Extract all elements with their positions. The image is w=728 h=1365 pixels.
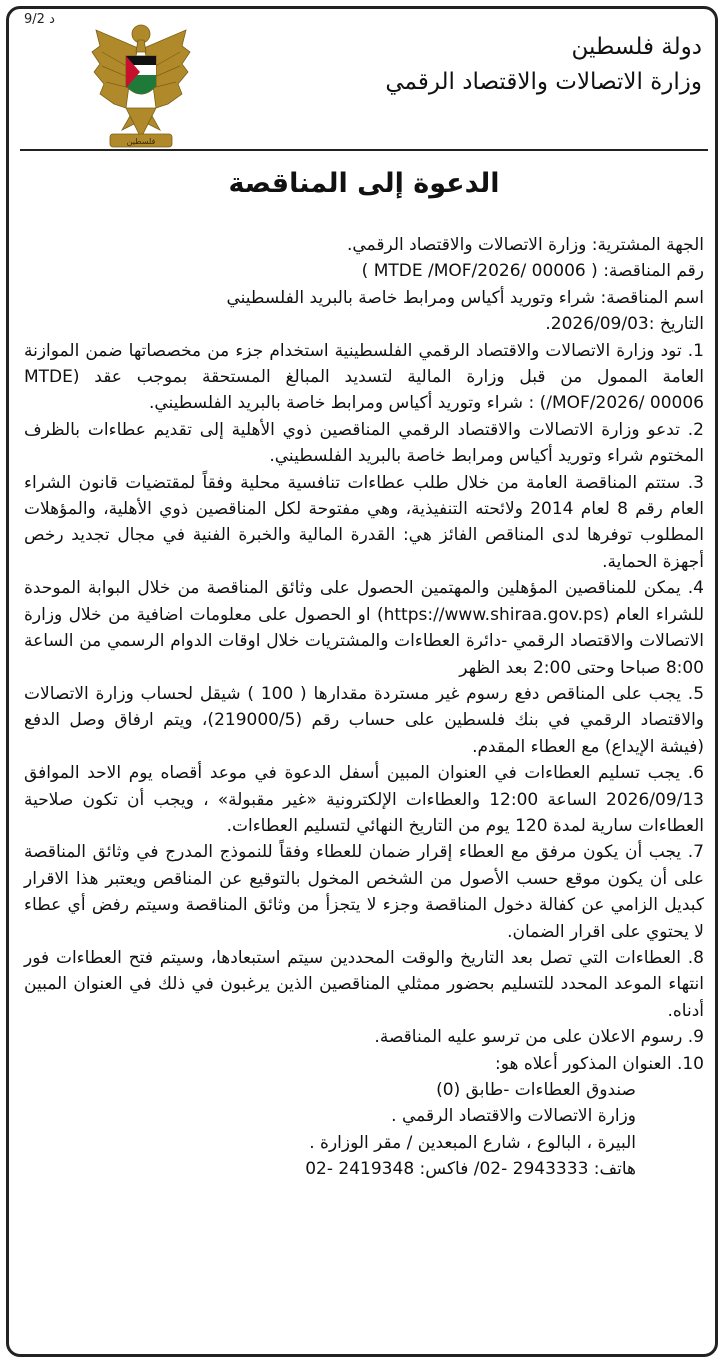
- reference-code: 9/2 د: [24, 12, 55, 27]
- clause-10: 10. العنوان المذكور أعلاه هو:: [494, 1053, 704, 1074]
- purchaser-line: الجهة المشترية: وزارة الاتصالات والاقتصاد الرقمي.: [346, 235, 704, 255]
- state-name: دولة فلسطين: [571, 34, 702, 60]
- clause-3: 3. ستتم المناقصة العامة من خلال طلب عطاءات تنافسية محلية وفقاً لمقتضيات قانون الشراء العام رقم 8 لعام 2014 ولائحته التنفيذية، وهي مفتوحة لكل المناقصين ذوي الأهلية، والمؤهلات المطلوب توفرها لدى المناقص الفائز هي: القدرة المالية والخبرة الفنية في مجال تجديد رخص أجهزة الحماية.: [24, 472, 704, 572]
- address-block: [24, 1077, 636, 1183]
- address-line-3: البيرة ، البالوع ، شارع المبعدين / مقر الوزارة .: [309, 1132, 636, 1153]
- clause-7: 7. يجب أن يكون مرفق مع العطاء إقرار ضمان للعطاء وفقاً للنموذج المدرج في وثائق المناقصة على أن يكون موقع حسب الأصول من الشخص المخول بالتوقيع عن المناقص ويعتبر هذا الاقرار كبديل الزامي عن كفالة دخول المناقصة وجزء لا يتجزأ من وثائق المناقصة وسيتم رفض أي عطاء لا يحتوي على اقرار الضمان.: [24, 842, 704, 942]
- address-line-2: وزارة الاتصالات والاقتصاد الرقمي .: [391, 1106, 636, 1127]
- clause-2: 2. تدعو وزارة الاتصالات والاقتصاد الرقمي المناقصين ذوي الأهلية إلى تقديم عطاءات بالظرف المختوم شراء وتوريد أكياس ومرابط خاصة بالبريد الفلسطيني.: [24, 419, 704, 467]
- contact-line: هاتف: 2943333 -02/ فاكس: 2419348 -02: [305, 1159, 636, 1180]
- address-line-1: صندوق العطاءات -طابق (0): [436, 1080, 636, 1100]
- header-block: [385, 30, 702, 100]
- tender-body: [24, 232, 704, 1183]
- eagle-emblem-icon: [86, 12, 196, 150]
- document-title: الدعوة إلى المناقصة: [228, 168, 500, 199]
- tender-name-line: اسم المناقصة: شراء وتوريد أكياس ومرابط خاصة بالبريد الفلسطيني: [226, 287, 704, 308]
- flag-shield: [126, 56, 156, 94]
- header-divider: [20, 149, 708, 151]
- tender-number-line: رقم المناقصة: ( MTDE /MOF/2026/ 00006 ): [361, 261, 704, 282]
- clause-1: 1. تود وزارة الاتصالات والاقتصاد الرقمي الفلسطينية استخدام جزء من مخصصاتها ضمن الموازنة العامة الممول من قبل وزارة المالية لتسديد المبالغ المستحقة بموجب عقد (MTDE /MOF/2026/ 00006) : شراء وتوريد أكياس ومرابط خاصة بالبريد الفلسطيني.: [24, 340, 704, 414]
- emblem-banner-text: فلسطين: [126, 137, 156, 146]
- clause-4: 4. يمكن للمناقصين المؤهلين والمهتمين الحصول على وثائق المناقصة من خلال البوابة الموحدة للشراء العام (https://www.shiraa.gov.ps) او الحصول على معلومات اضافية من خلال وزارة الاتصالات والاقتصاد الرقمي -دائرة العطاءات والمشتريات خلال اوقات الدوام الرسمي من الساعة 8:00 صباحا وحتى 2:00 بعد الظهر: [24, 578, 704, 678]
- ministry-name: وزارة الاتصالات والاقتصاد الرقمي: [385, 69, 702, 95]
- clause-5: 5. يجب على المناقص دفع رسوم غير مستردة مقدارها ( 100 ) شيقل لحساب وزارة الاتصالات والاقتصاد الرقمي في بنك فلسطين على حساب رقم (219000/5)، ويتم ارفاق وصل الدفع (فيشة الإيداع) مع العطاء المقدم.: [24, 683, 705, 757]
- clause-6: 6. يجب تسليم العطاءات في العنوان المبين أسفل الدعوة في موعد أقصاه يوم الاحد الموافق 2026/09/13 الساعة 12:00 والعطاءات الإلكترونية «غير مقبولة» ، ويجب أن تكون صلاحية العطاءات سارية لمدة 120 يوم من التاريخ النهائي لتسليم العطاءات.: [24, 763, 704, 836]
- clause-8: 8. العطاءات التي تصل بعد التاريخ والوقت المحددين سيتم استبعادها، وسيتم فتح العطاءات فور انتهاء الموعد المحدد للتسليم بحضور ممثلي المناقصين الذين يرغبون في ذلك في العنوان المبين أدناه.: [24, 947, 704, 1021]
- clause-9: 9. رسوم الاعلان على من ترسو عليه المناقصة.: [374, 1027, 704, 1048]
- date-line: التاريخ :2026/09/03.: [545, 314, 704, 335]
